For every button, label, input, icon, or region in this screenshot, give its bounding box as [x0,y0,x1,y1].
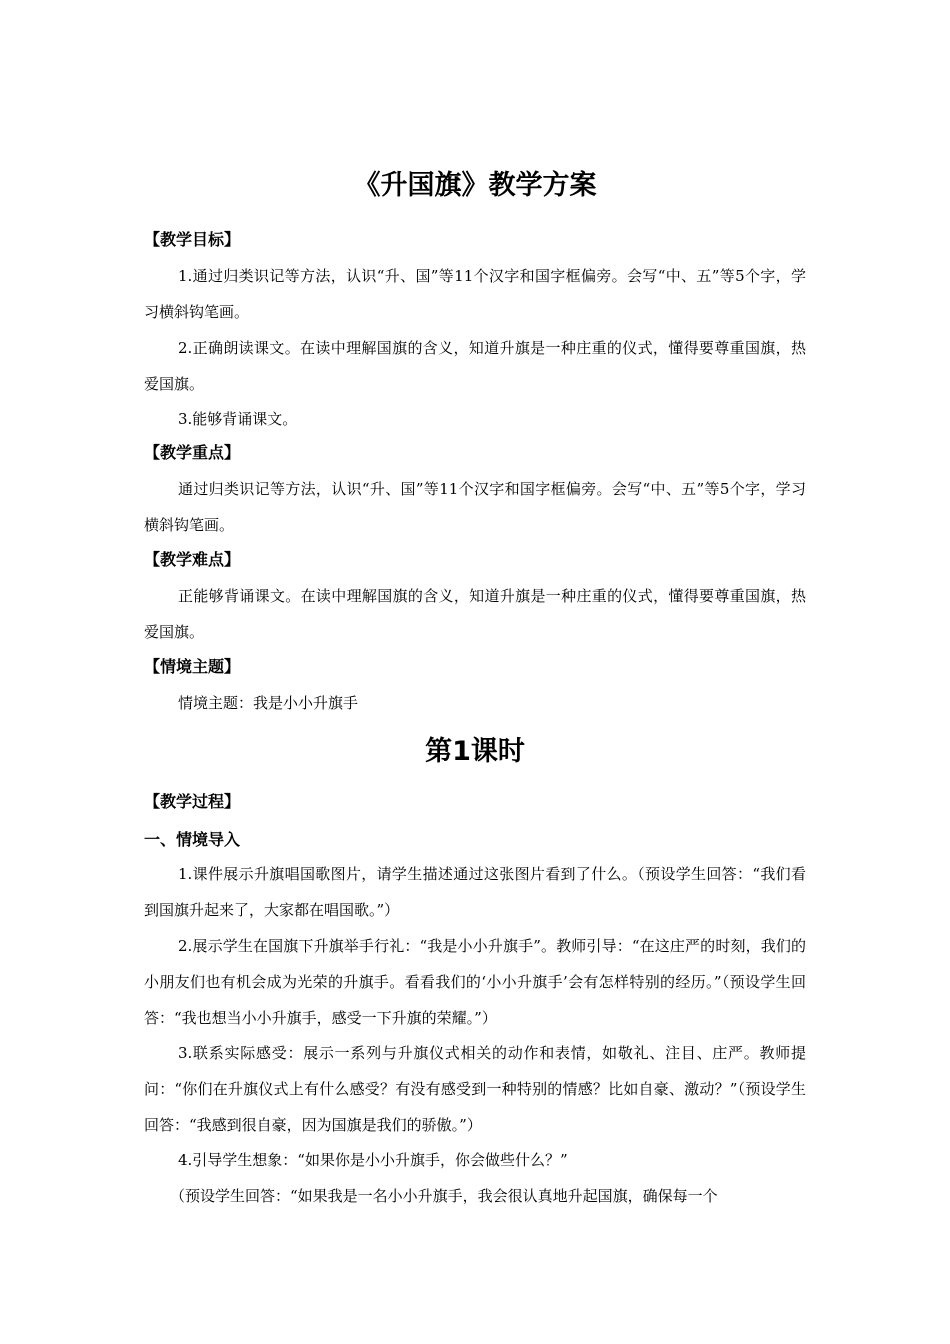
process-step-3: 3.联系实际感受：展示一系列与升旗仪式相关的动作和表情，如敬礼、注目、庄严。教师提问：“你们在升旗仪式上有什么感受？有没有感受到一种特别的情感？比如自豪、激动？”（预设学生回答：“我感到很自豪，因为国旗是我们的骄傲。”） [144,1044,806,1134]
goal-item-3: 3.能够背诵课文。 [178,410,298,428]
lesson-title: 第1课时 [425,736,525,767]
process-step-4-answer: （预设学生回答：“如果我是一名小小升旗手，我会很认真地升起国旗，确保每一个 [170,1187,718,1205]
process-step-1: 1.课件展示升旗唱国歌图片，请学生描述通过这张图片看到了什么。（预设学生回答：“我们看到国旗升起来了，大家都在唱国歌。”） [144,865,806,919]
key-points-heading: 【教学重点】 [144,443,241,462]
part-heading: 一、情境导入 [144,830,241,849]
process-step-4: 4.引导学生想象：“如果你是小小升旗手，你会做些什么？” [178,1151,568,1169]
theme-heading: 【情境主题】 [144,657,241,676]
process-heading: 【教学过程】 [144,792,241,811]
document-title: 《升国旗》教学方案 [353,170,597,201]
goal-item-2: 2.正确朗读课文。在读中理解国旗的含义，知道升旗是一种庄重的仪式，懂得要尊重国旗，热爱国旗。 [144,339,806,393]
process-step-2: 2.展示学生在国旗下升旗举手行礼：“我是小小升旗手”。教师引导：“在这庄严的时刻，我们的小朋友们也有机会成为光荣的升旗手。看看我们的‘小小升旗手’会有怎样特别的经历。”（预设学生回答：“我也想当小小升旗手，感受一下升旗的荣耀。”） [144,937,806,1027]
difficulties-text: 正能够背诵课文。在读中理解国旗的含义，知道升旗是一种庄重的仪式，懂得要尊重国旗，热爱国旗。 [144,587,806,641]
key-points-text: 通过归类识记等方法，认识“升、国”等11个汉字和国字框偏旁。会写“中、五”等5个字，学习横斜钩笔画。 [144,480,806,534]
goal-item-1: 1.通过归类识记等方法，认识“升、国”等11个汉字和国字框偏旁。会写“中、五”等5个字，学习横斜钩笔画。 [144,267,806,321]
difficulties-heading: 【教学难点】 [144,550,241,569]
theme-text: 情境主题：我是小小升旗手 [178,694,359,712]
goals-heading: 【教学目标】 [144,230,241,249]
